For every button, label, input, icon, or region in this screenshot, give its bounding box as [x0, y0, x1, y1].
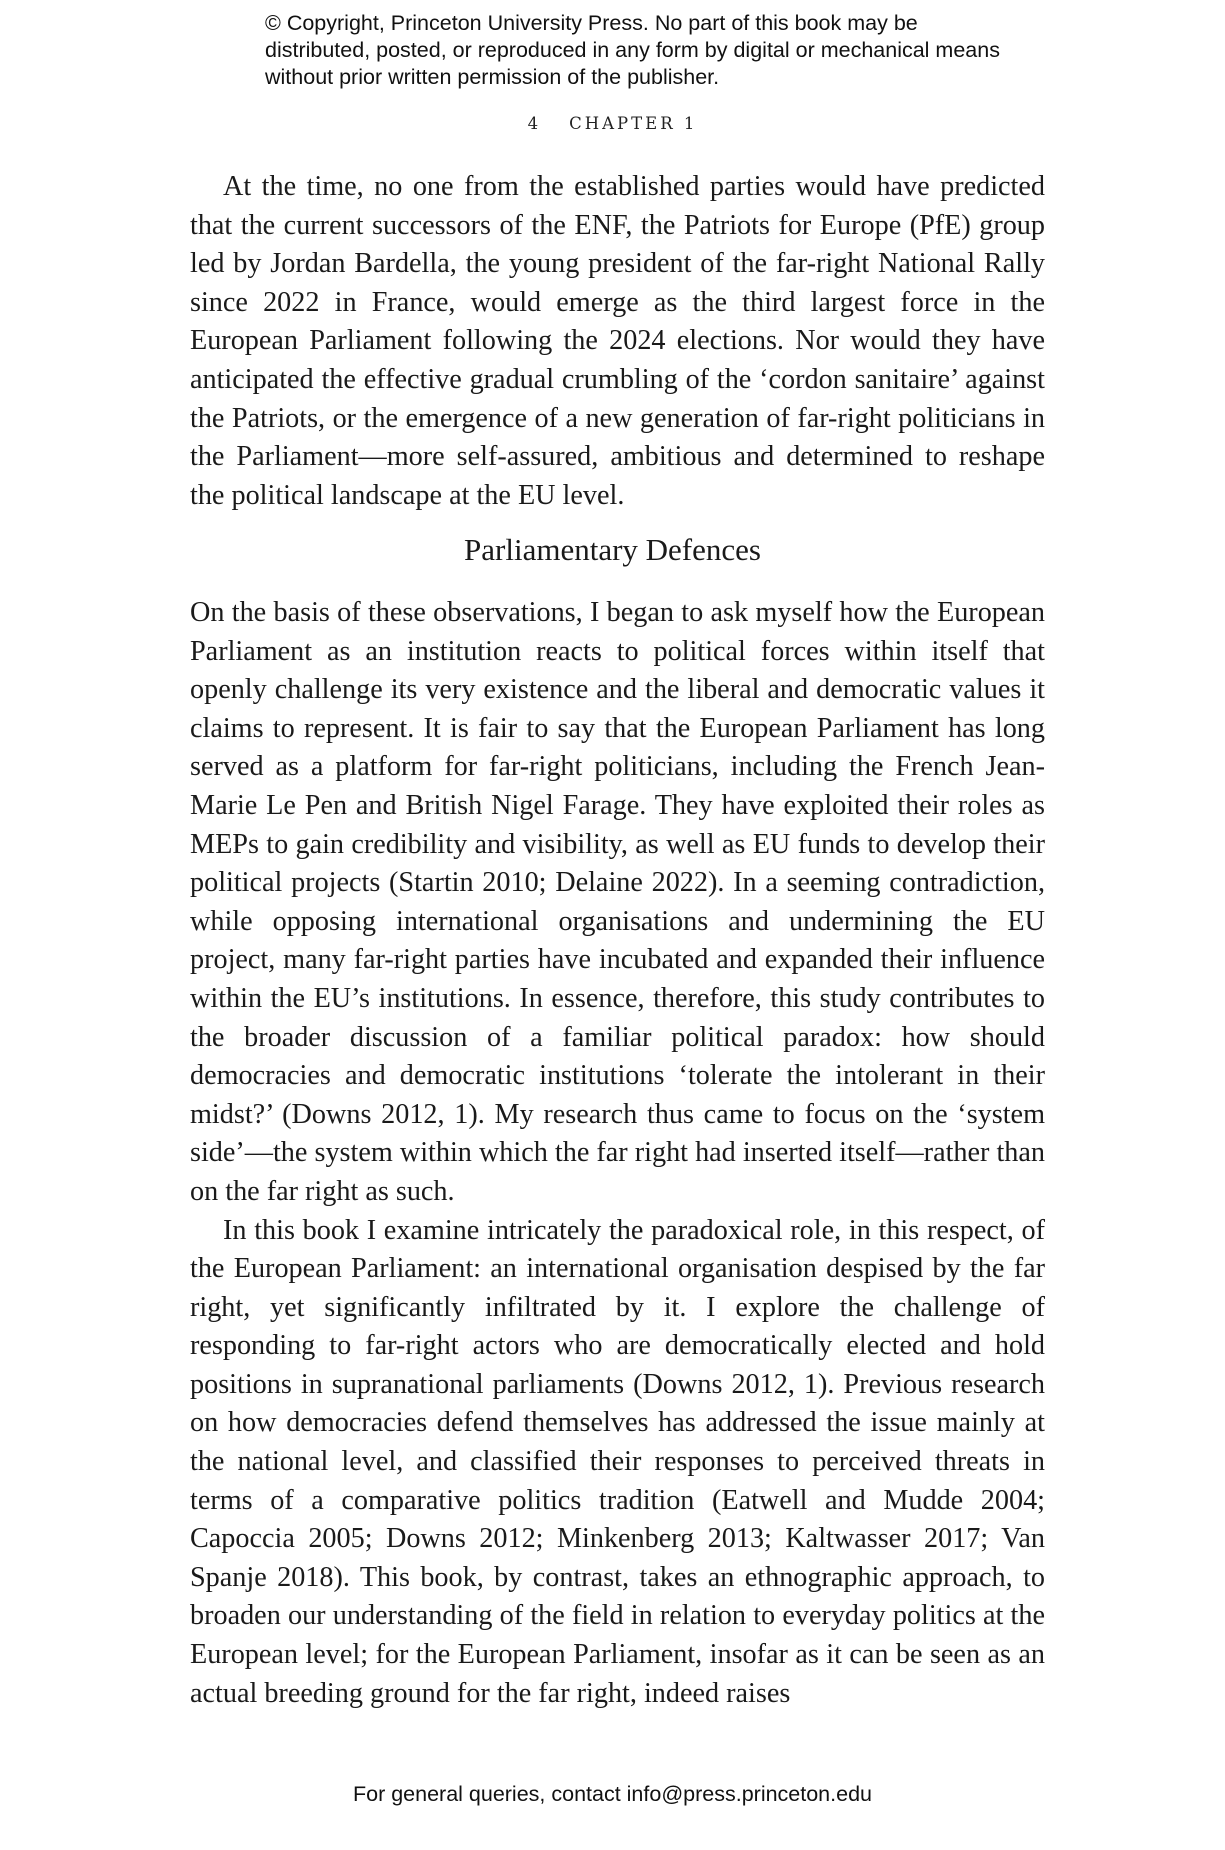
body-text-section [190, 594, 1045, 1713]
chapter-label: CHAPTER 1 [569, 114, 698, 133]
paragraph: In this book I examine intricately the paradoxical role, in this respect, of the European Parliament: an international organisation despised by the far right, yet significantly infiltrated by it. I explore the challenge of responding to far-right actors who are democratically elected and hold positions in supranational parliaments (Downs 2012, 1). Previous research on how democracies defend themselves has addressed the issue mainly at the national level, and classified their responses to perceived threats in terms of a comparative politics tradition (Eatwell and Mudde 2004; Capoccia 2005; Downs 2012; Minkenberg 2013; Kaltwasser 2017; Van Spanje 2018). This book, by contrast, takes an ethnographic approach, to broaden our understanding of the field in relation to everyday politics at the European level; for the European Parliament, insofar as it can be seen as an actual breeding ground for the far right, indeed raises [190, 1214, 1045, 1709]
copyright-notice: © Copyright, Princeton University Press. No part of this book may be distributed, posted, or reproduced in any form by digital or mechanical means without prior written permission of the publisher. [265, 11, 1000, 89]
footer-contact: For general queries, contact info@press.princeton.edu [352, 1782, 872, 1806]
section-heading: Parliamentary Defences [464, 532, 761, 567]
page-number: 4 [527, 114, 542, 133]
running-head [0, 114, 1225, 133]
body-text-top [190, 168, 1045, 515]
paragraph: At the time, no one from the established parties would have predicted that the current successors of the ENF, the Patriots for Europe (PfE) group led by Jordan Bardella, the young president of the far-right National Rally since 2022 in France, would emerge as the third largest force in the European Parliament following the 2024 elections. Nor would they have anticipated the effective gradual crumbling of the ‘cordon sanitaire’ against the Patriots, or the emergence of a new generation of far-right politicians in the Parliament—more self-assured, ambitious and determined to reshape the political landscape at the EU level. [190, 171, 1045, 511]
paragraph: On the basis of these observations, I began to ask myself how the European Parliament as an institution reacts to political forces within itself that openly challenge its very existence and the liberal and democratic values it claims to represent. It is fair to say that the European Parliament has long served as a platform for far-right politicians, including the French Jean-Marie Le Pen and British Nigel Farage. They have exploited their roles as MEPs to gain credibility and visibility, as well as EU funds to develop their political projects (Startin 2010; Delaine 2022). In a seeming contradiction, while opposing international organisations and undermining the EU project, many far-right parties have incubated and expanded their influence within the EU’s institutions. In essence, therefore, this study contributes to the broader discussion of a familiar political paradox: how should democracies and democratic institutions ‘tolerate the intolerant in their midst?’ (Downs 2012, 1). My research thus came to focus on the ‘system side’—the system within which the far right had inserted itself—rather than on the far right as such. [190, 597, 1045, 1207]
